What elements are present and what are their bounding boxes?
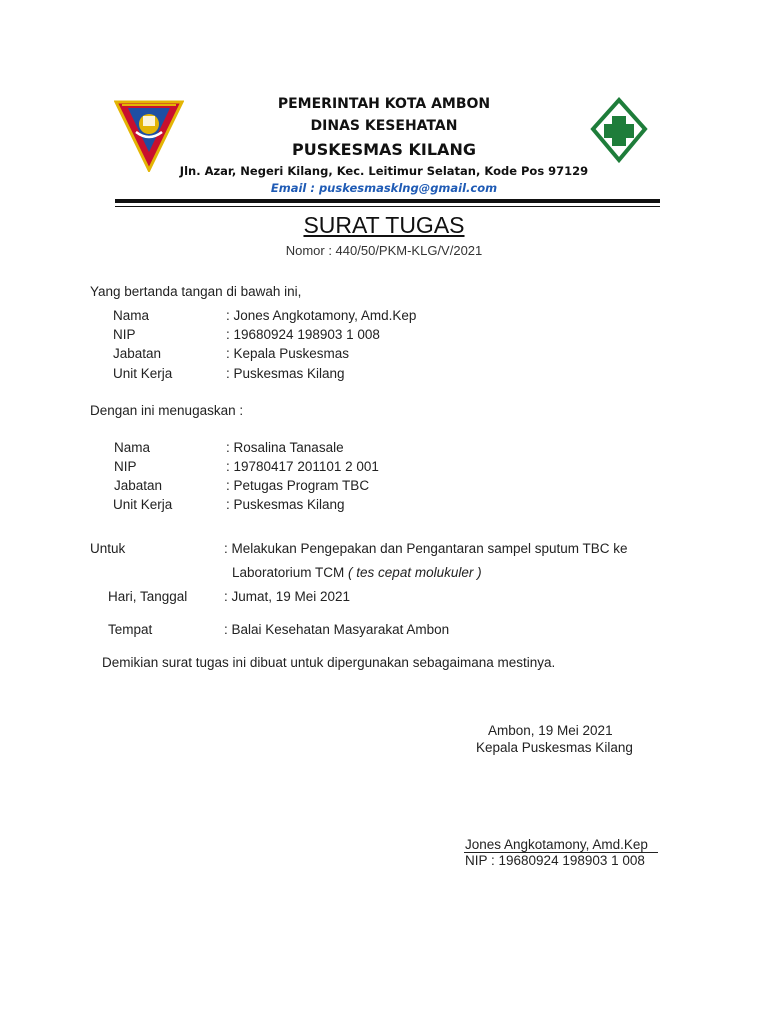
signer-label: Jabatan (113, 346, 162, 361)
letterhead-divider (115, 199, 660, 203)
signer-value: : Jones Angkotamony, Amd.Kep (226, 308, 417, 323)
assign-intro-text: Dengan ini menugaskan : (90, 403, 244, 418)
closing-text: Demikian surat tugas ini dibuat untuk dipergunakan sebagaimana mestinya. (102, 655, 556, 670)
signer-label: Nama (113, 308, 150, 323)
purpose-lab-text: Laboratorium TCM (232, 565, 349, 580)
document-title: SURAT TUGAS (303, 212, 465, 238)
assignee-label: Nama (114, 440, 151, 455)
assignee-value: : Petugas Program TBC (226, 478, 370, 493)
intro-text: Yang bertanda tangan di bawah ini, (90, 284, 302, 299)
assignee-value: : Puskesmas Kilang (226, 497, 345, 512)
signer-value: : Kepala Puskesmas (226, 346, 350, 361)
assignee-label: Unit Kerja (113, 497, 173, 512)
header-department: DINAS KESEHATAN (310, 118, 458, 134)
signature-name: Jones Angkotamony, Amd.Kep (465, 837, 648, 852)
purpose-line-1: : Melakukan Pengepakan dan Pengantaran sampel sputum TBC ke (224, 541, 628, 556)
schedule-label: Tempat (108, 622, 153, 637)
header-government: PEMERINTAH KOTA AMBON (277, 96, 491, 112)
assignee-value: : Rosalina Tanasale (226, 440, 344, 455)
schedule-value: : Jumat, 19 Mei 2021 (224, 589, 351, 604)
purpose-label: Untuk (90, 541, 126, 556)
assignee-label: NIP (114, 459, 137, 474)
schedule-value: : Balai Kesehatan Masyarakat Ambon (224, 622, 450, 637)
purpose-lab-note: ( tes cepat molukuler ) (348, 565, 482, 580)
letterhead-divider-thin (115, 206, 660, 207)
document-number: Nomor : 440/50/PKM-KLG/V/2021 (285, 243, 483, 258)
signer-label: NIP (113, 327, 136, 342)
purpose-line-2 (232, 565, 482, 580)
signature-position: Kepala Puskesmas Kilang (476, 740, 633, 755)
signer-label: Unit Kerja (113, 366, 173, 381)
header-institution: PUSKESMAS KILANG (292, 140, 476, 159)
signer-value: : Puskesmas Kilang (226, 366, 345, 381)
header-email: Email : puskesmasklng@gmail.com (270, 181, 498, 195)
assignee-label: Jabatan (114, 478, 163, 493)
signature-nip: NIP : 19680924 198903 1 008 (465, 853, 645, 868)
signature-place-date: Ambon, 19 Mei 2021 (488, 723, 613, 738)
puskesmas-cross-icon (590, 96, 648, 166)
signer-value: : 19680924 198903 1 008 (226, 327, 380, 342)
header-address: Jln. Azar, Negeri Kilang, Kec. Leitimur Selatan, Kode Pos 97129 (179, 164, 589, 178)
schedule-label: Hari, Tanggal (108, 589, 188, 604)
assignee-value: : 19780417 201101 2 001 (226, 459, 379, 474)
